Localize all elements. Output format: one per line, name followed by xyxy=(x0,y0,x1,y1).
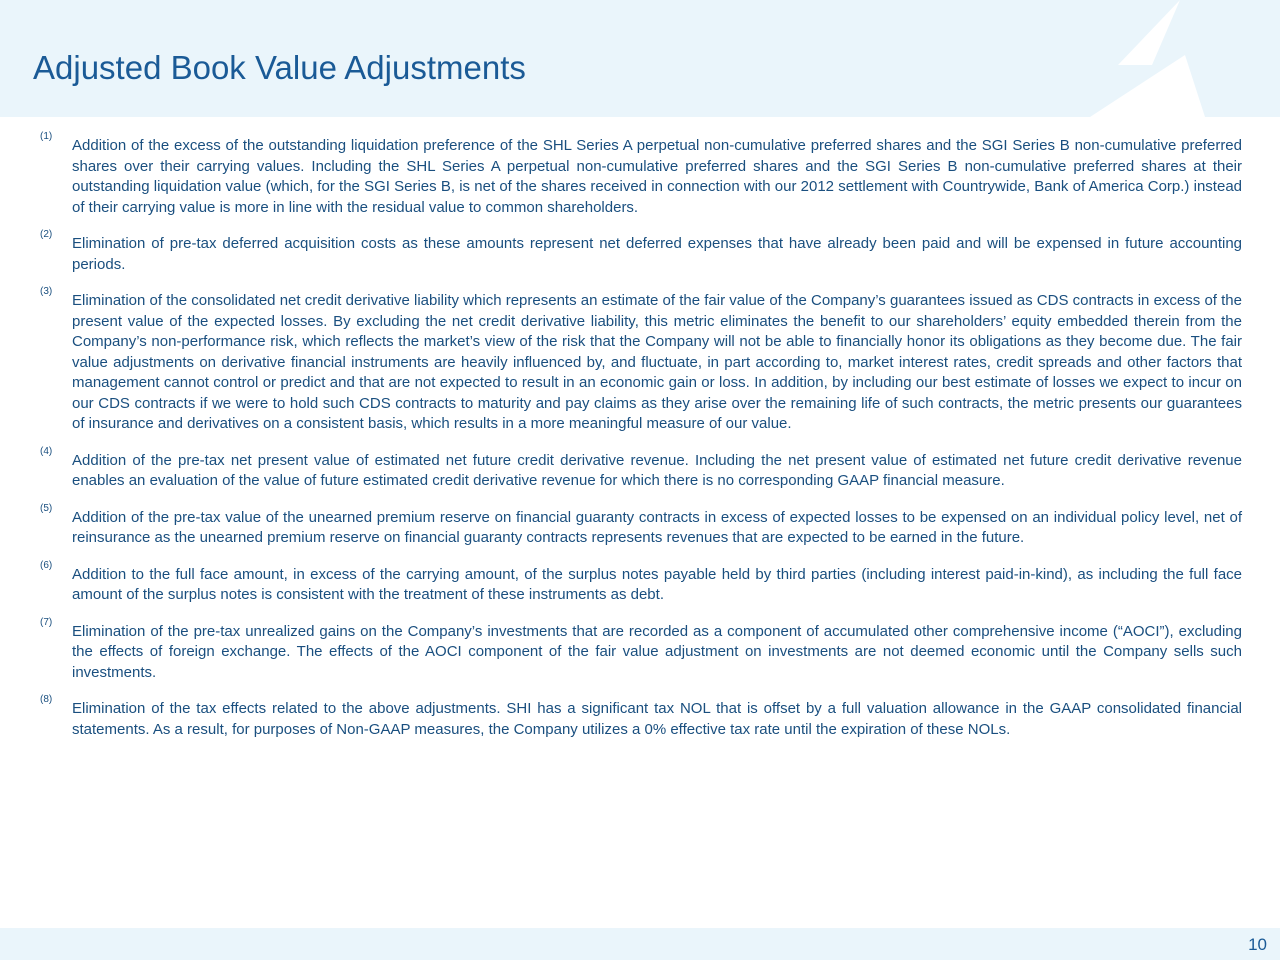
footnote-6 xyxy=(0,559,1242,606)
footnote-1 xyxy=(0,131,1242,218)
page-number: 10 xyxy=(1248,935,1267,954)
footnote-marker: (3) xyxy=(40,286,53,297)
footnotes-list xyxy=(0,131,1280,756)
footer-band xyxy=(0,928,1280,960)
footnote-text: Elimination of the consolidated net credit derivative liability which represents an estimate of the fair value of the Company’s guarantees issued as CDS contracts in excess of the present value of the expected losses. By excluding the net credit derivative liability, this metric eliminates the benefit to our shareholders’ equity embedded therein from the Company’s non-performance risk, which reflects the market’s view of the risk that the Company will not be able to financially honor its obligations as they become due. The fair value adjustments on derivative financial instruments are heavily influenced by, and fluctuate, in part according to, market interest rates, credit spreads and other factors that management cannot control or predict and that are not expected to result in an economic gain or loss. In addition, by including our best estimate of losses we expect to incur on our CDS contracts if we were to hold such CDS contracts to maturity and pay claims as they arise over the remaining life of such contracts, the metric presents our guarantees of insurance and derivatives on a consistent basis, which results in a more meaningful measure of our value. xyxy=(72,292,1242,432)
footnote-text: Elimination of pre-tax deferred acquisition costs as these amounts represent net deferred expenses that have already been paid and will be expensed in future accounting periods. xyxy=(72,235,1242,273)
footnote-text: Addition to the full face amount, in excess of the carrying amount, of the surplus notes payable held by third parties (including interest paid-in-kind), as including the full face amount of the surplus notes is consistent with the treatment of these instruments as debt. xyxy=(72,565,1242,603)
footnote-marker: (8) xyxy=(40,694,53,705)
footnote-marker: (7) xyxy=(40,616,53,628)
footnote-text: Addition of the excess of the outstanding liquidation preference of the SHL Series A perpetual non-cumulative preferred shares and the SGI Series B non-cumulative preferred shares over their carrying values. Including the SHL Series A perpetual non-cumulative preferred shares and the SGI Series B non-cumulative preferred shares at their outstanding liquidation value (which, for the SGI Series B, is net of the shares received in connection with our 2012 settlement with Countrywide, Bank of America Corp.) instead of their carrying value is more in line with the residual value to common shareholders. xyxy=(72,137,1242,216)
footnote-marker: (1) xyxy=(40,131,53,142)
footnote-marker: (4) xyxy=(40,445,53,457)
triangle-logo-icon xyxy=(1080,0,1280,117)
footnote-2 xyxy=(0,229,1242,275)
footnote-4 xyxy=(0,445,1242,492)
footnote-3 xyxy=(0,286,1242,435)
footnote-marker: (6) xyxy=(40,559,53,571)
footnote-text: Addition of the pre-tax value of the unearned premium reserve on financial guaranty contracts in excess of expected losses to be expensed on an individual policy level, net of reinsurance as the unearned premium reserve on financial guaranty contracts represents revenues that are expected to be earned in the future. xyxy=(72,508,1242,546)
footnote-5 xyxy=(0,502,1242,549)
footnote-marker: (5) xyxy=(40,502,53,514)
footnote-marker: (2) xyxy=(40,229,53,240)
footnote-7 xyxy=(0,616,1242,684)
page-title: Adjusted Book Value Adjustments xyxy=(33,49,526,86)
footnote-text: Elimination of the tax effects related to the above adjustments. SHI has a significant tax NOL that is offset by a full valuation allowance in the GAAP consolidated financial statements. As a result, for purposes of Non-GAAP measures, the Company utilizes a 0% effective tax rate until the expiration of these NOLs. xyxy=(72,700,1242,738)
footnote-text: Addition of the pre-tax net present value of estimated net future credit derivative revenue. Including the net present value of estimated net future credit derivative revenue enables an evaluation of the value of future estimated credit derivative revenue for which there is no corresponding GAAP financial measure. xyxy=(72,451,1242,489)
footnote-text: Elimination of the pre-tax unrealized gains on the Company’s investments that are recorded as a component of accumulated other comprehensive income (“AOCI”), excluding the effects of foreign exchange. The effects of the AOCI component of the fair value adjustment on investments are not deemed economic until the Company sells such investments. xyxy=(72,622,1242,681)
footnote-8 xyxy=(0,694,1242,740)
